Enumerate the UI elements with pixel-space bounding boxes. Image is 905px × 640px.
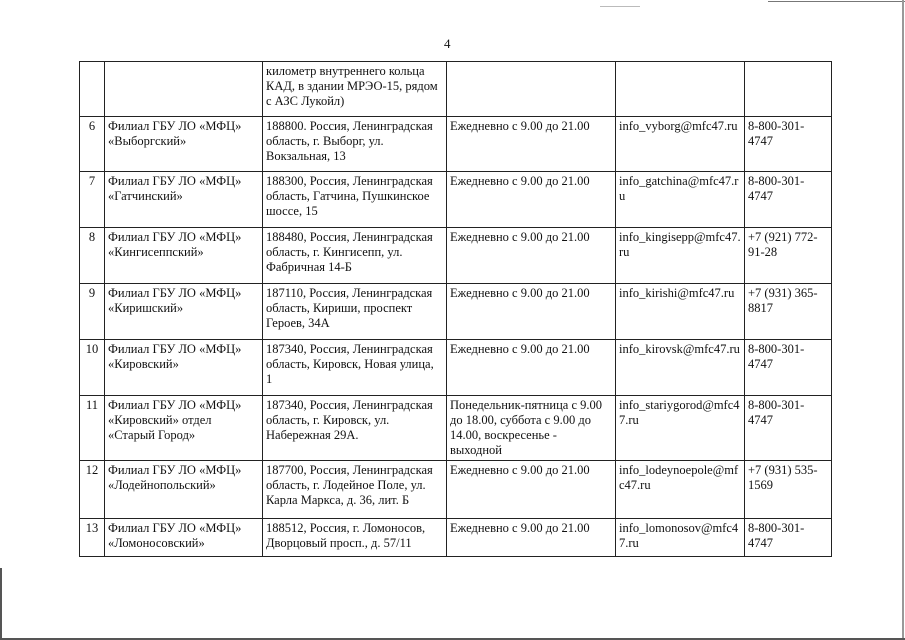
page-number: 4: [444, 36, 451, 51]
working-hours: Ежедневно с 9.00 до 21.00: [447, 340, 616, 396]
working-hours: Ежедневно с 9.00 до 21.00: [447, 461, 616, 519]
row-number: 7: [80, 172, 105, 228]
phone: 8-800-301-4747: [745, 519, 832, 557]
email: info_lomonosov@mfc47.ru: [616, 519, 745, 557]
phone: 8-800-301-4747: [745, 340, 832, 396]
row-number: 6: [80, 117, 105, 172]
table-row: [80, 396, 832, 461]
table-row: [80, 284, 832, 340]
row-number: 13: [80, 519, 105, 557]
table-row: [80, 172, 832, 228]
table-row: [80, 117, 832, 172]
email: [616, 62, 745, 117]
branch-address: 187340, Россия, Ленинградская область, Кировск, Новая улица, 1: [263, 340, 447, 396]
email: info_stariygorod@mfc47.ru: [616, 396, 745, 461]
email: info_vyborg@mfc47.ru: [616, 117, 745, 172]
table-row: [80, 340, 832, 396]
branch-address: 188480, Россия, Ленинградская область, г. Кингисепп, ул. Фабричная 14-Б: [263, 228, 447, 284]
working-hours: Ежедневно с 9.00 до 21.00: [447, 284, 616, 340]
scan-edge-line: [600, 6, 640, 7]
table-row: [80, 228, 832, 284]
branch-name: Филиал ГБУ ЛО «МФЦ» «Выборгский»: [105, 117, 263, 172]
scan-page-edge: [902, 0, 904, 640]
phone: +7 (931) 365-8817: [745, 284, 832, 340]
working-hours: [447, 62, 616, 117]
table-row: [80, 519, 832, 557]
working-hours: Ежедневно с 9.00 до 21.00: [447, 228, 616, 284]
scan-page-edge: [0, 568, 2, 640]
scan-edge-line: [768, 1, 905, 2]
working-hours: Понедельник-пятница с 9.00 до 18.00, суббота с 9.00 до 14.00, воскресенье - выходной: [447, 396, 616, 461]
branch-table: [79, 61, 832, 557]
phone: [745, 62, 832, 117]
branch-address: километр внутреннего кольца КАД, в здании МРЭО-15, рядом с АЗС Лукойл): [263, 62, 447, 117]
phone: 8-800-301-4747: [745, 396, 832, 461]
row-number: 9: [80, 284, 105, 340]
working-hours: Ежедневно с 9.00 до 21.00: [447, 172, 616, 228]
branch-address: 188512, Россия, г. Ломоносов, Дворцовый просп., д. 57/11: [263, 519, 447, 557]
row-number: 8: [80, 228, 105, 284]
row-number: [80, 62, 105, 117]
email: info_kingisepp@mfc47.ru: [616, 228, 745, 284]
phone: +7 (921) 772-91-28: [745, 228, 832, 284]
branch-name: Филиал ГБУ ЛО «МФЦ» «Кировский» отдел «Старый Город»: [105, 396, 263, 461]
branch-name: Филиал ГБУ ЛО «МФЦ» «Киришский»: [105, 284, 263, 340]
branch-name: Филиал ГБУ ЛО «МФЦ» «Лодейнопольский»: [105, 461, 263, 519]
email: info_gatchina@mfc47.ru: [616, 172, 745, 228]
email: info_lodeynoepole@mfc47.ru: [616, 461, 745, 519]
working-hours: Ежедневно с 9.00 до 21.00: [447, 519, 616, 557]
row-number: 10: [80, 340, 105, 396]
branch-address: 188300, Россия, Ленинградская область, Гатчина, Пушкинское шоссе, 15: [263, 172, 447, 228]
branch-name: Филиал ГБУ ЛО «МФЦ» «Гатчинский»: [105, 172, 263, 228]
branch-name: Филиал ГБУ ЛО «МФЦ» «Кингисеппский»: [105, 228, 263, 284]
phone: 8-800-301-4747: [745, 117, 832, 172]
table-row: [80, 461, 832, 519]
branch-name: Филиал ГБУ ЛО «МФЦ» «Ломоносовский»: [105, 519, 263, 557]
table-row: [80, 62, 832, 117]
working-hours: Ежедневно с 9.00 до 21.00: [447, 117, 616, 172]
phone: 8-800-301-4747: [745, 172, 832, 228]
branch-address: 187700, Россия, Ленинградская область, г. Лодейное Поле, ул. Карла Маркса, д. 36, лит. Б: [263, 461, 447, 519]
branch-address: 187110, Россия, Ленинградская область, Кириши, проспект Героев, 34А: [263, 284, 447, 340]
branch-name: [105, 62, 263, 117]
row-number: 12: [80, 461, 105, 519]
email: info_kirovsk@mfc47.ru: [616, 340, 745, 396]
row-number: 11: [80, 396, 105, 461]
branch-address: 188800. Россия, Ленинградская область, г. Выборг, ул. Вокзальная, 13: [263, 117, 447, 172]
email: info_kirishi@mfc47.ru: [616, 284, 745, 340]
phone: +7 (931) 535-1569: [745, 461, 832, 519]
branch-address: 187340, Россия, Ленинградская область, г. Кировск, ул. Набережная 29А.: [263, 396, 447, 461]
branch-name: Филиал ГБУ ЛО «МФЦ» «Кировский»: [105, 340, 263, 396]
